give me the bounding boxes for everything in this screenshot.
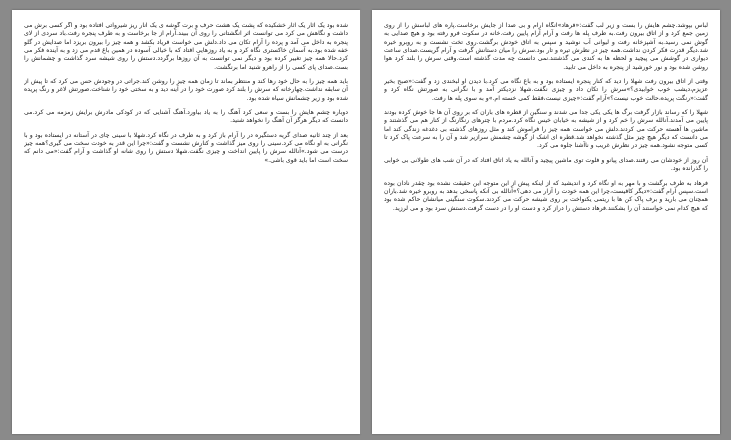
right-page-text (384, 22, 708, 424)
left-paragraph-1: شده بود یک آثار یک اثار خشکیده که پشت یک هشت حرف و برت گوشه ی یک انار ریز شیرواتی افتاده بود و اگر کسی برش می داشت و نگاهش می کرد می توانست اثر انگشتانی را روی آن ببیند.آرام از جا برخاست و به طرف پنجره رفت.باد سردی از لای پنجره به داخل می آمد و پرده را آرام تکان می داد.دلش می خواست فریاد بکشد و همه چیز را بیرون بریزد اما صدایش در گلو خفه شده بود.به آسمان خاکستری نگاه کرد و به یاد روزهایی افتاد که با خیالی آسوده در همین باغ قدم می زد و به آینده فکر می کرد.حالا همه چیز تغییر کرده بود و دیگر نمی توانست به آن روزها برگردد.دستش را روی شیشه سرد گذاشت و چشمانش را بست.صدای پای کسی را از راهرو شنید اما برنگشت. (24, 22, 348, 71)
right-paragraph-2: وقتی از اتاق بیرون رفت شهلا را دید که کنار پنجره ایستاده بود و به باغ نگاه می کرد.با دیدن او لبخندی زد و گفت:«صبح بخیر عزیزم،دیشب خوب خوابیدی؟»سرش را تکان داد و چیزی نگفت.شهلا نزدیکتر آمد و با نگرانی به صورتش نگاه کرد و گفت:«رنگت پریده،حالت خوب نیست؟»آرام گفت:«چیزی نیست،فقط کمی خسته ام.»و به سوی پله ها رفت. (384, 78, 708, 102)
right-paragraph-3: شهلا را که رساند بازار گرفت برگ ها یکی یکی جدا می شدند و سنگین از قطره های باران که بر روی آن ها جا خوش کرده بودند پایین می آمدند.آنالله سرش را خم کرد و از شیشه به خیابان خیس نگاه کرد.مردم با چترهای رنگارنگ از کنار هم می گذشتند و ماشین ها آهسته حرکت می کردند.دلش می خواست همه چیز را فراموش کند و مثل روزهای گذشته بی دغدغه زندگی کند اما می دانست که دیگر هیچ چیز مثل گذشته نخواهد شد.قطره ای اشک از گوشه چشمش سرازیر شد و آن را به سرعت پاک کرد تا کسی متوجه نشود.همه چیز در نظرش غریب و ناآشنا جلوه می کرد. (384, 109, 708, 150)
left-paragraph-2: باید همه چیز را به حال خود رها کند و منتظر بماند تا زمان همه چیز را روشن کند.جراتی در وجودش حس می کرد که تا پیش از آن سابقه نداشت.چهارخانه که سرش را بلند کرد صورت خود را در آینه دید و به سختی خود را شناخت.صورتش لاغر و رنگ پریده شده بود و زیر چشمانش سیاه شده بود. (24, 78, 348, 102)
right-page (372, 10, 720, 434)
right-paragraph-1: لباس بپوشد.چشم هایش را بست و زیر لب گفت:«فرهاد»آنگاه آرام و بی صدا از جایش برخاست.پاره های لباسش را از روی زمین جمع کرد و از اتاق بیرون رفت.به طرف پله ها رفت و آرام آرام پایین رفت.خانه در سکوت فرو رفته بود و هیچ صدایی به گوش نمی رسید.به آشپزخانه رفت و لیوانی آب نوشید و سپس به اتاق خودش برگشت.روی تخت نشست و به روبرو خیره شد.دیگر قدرت فکر کردن نداشت.همه چیز در نظرش تیره و تار بود.سرش را میان دستانش گرفت و آرام گریست.صدای ساعت دیواری در گوشش می پیچید و لحظه ها به کندی می گذشتند.نمی دانست چه مدت گذشته است.وقتی سرش را بلند کرد هوا روشن شده بود و نور خورشید از پنجره به داخل می تابید. (384, 22, 708, 71)
page-gutter (360, 10, 372, 434)
right-paragraph-5: فرهاد به طرف برگشت و با مهر به او نگاه کرد و اندیشید که از اینکه پیش از این متوجه این حقیقت نشده بود چقدر نادان بوده است.سپس آرام گفت:«دیگر کافیست،چرا این همه خودت را آزار می دهی؟»آنالله بی آنکه پاسخی بدهد به روبرو خیره شد.باران همچنان می بارید و برف پاک کن ها با ریتمی یکنواخت بر روی شیشه حرکت می کردند.سکوت سنگینی میانشان حاکم شده بود که هیچ کدام نمی خواستند آن را بشکنند.فرهاد دستش را دراز کرد و دست او را در دست گرفت.دستش سرد بود و می لرزید. (384, 179, 708, 212)
left-page-text (24, 22, 348, 424)
left-paragraph-3: دوباره چشم هایش را بست و سعی کرد آهنگ را به یاد بیاورد.آهنگ آشنایی که در کودکی مادرش برایش زمزمه می کرد.می دانست که دیگر هرگز آن آهنگ را نخواهد شنید. (24, 109, 348, 125)
right-paragraph-4: آن روز از خودشان می رفتند.صدای پیانو و فلوت توی ماشین پیچید و آنالله به یاد اتاق افتاد که در آن شب های طولانی بی خوابی را گذرانده بود. (384, 156, 708, 173)
left-paragraph-4: بعد از چند ثانیه صدای گریه دستگیره در را آرام باز کرد و به طرف در نگاه کرد.شهلا با سینی چای در آستانه در ایستاده بود و با نگرانی به او نگاه می کرد.سینی را روی میز گذاشت و کنارش نشست و گفت:«چرا این قدر به خودت سخت می گیری؟همه چیز درست می شود.»آنالله سرش را پایین انداخت و چیزی نگفت.شهلا دستش را روی شانه او گذاشت و آرام گفت:«می دانم که سخت است اما باید قوی باشی.» (24, 131, 348, 164)
left-page (12, 10, 360, 434)
